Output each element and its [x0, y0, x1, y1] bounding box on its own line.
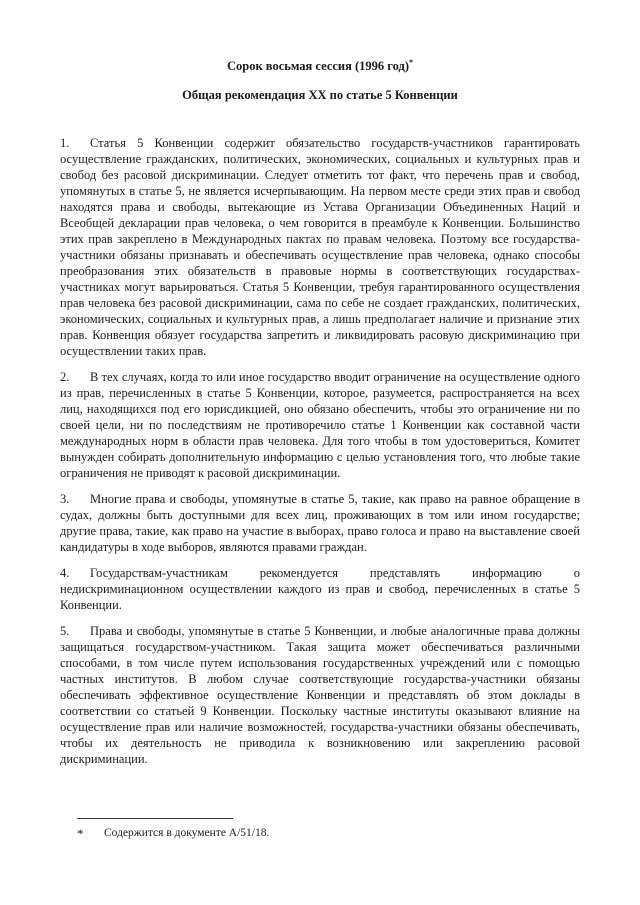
- paragraph-1: [60, 135, 580, 359]
- paragraph-4: [60, 565, 580, 613]
- footnote-mark: *: [77, 826, 84, 841]
- document-title: Общая рекомендация XX по статье 5 Конвенции: [182, 88, 458, 102]
- session-title: [60, 58, 580, 74]
- paragraph-number: 2.: [60, 370, 70, 384]
- paragraph-number: 1.: [60, 136, 70, 150]
- footnote-separator: [77, 818, 233, 819]
- paragraph-2: [60, 369, 580, 481]
- document-body: [60, 135, 580, 767]
- paragraph-text: Государствам-участникам рекомендуется представлять информацию о недискриминационном осуществлении каждого из прав и свобод, перечисленных в статье 5 Конвенции.: [60, 566, 580, 612]
- paragraph-3: [60, 491, 580, 555]
- paragraph-text: Многие права и свободы, упомянутые в статье 5, такие, как право на равное обращение в судах, должны быть доступными для всех лиц, проживающих в том или ином государстве; другие права, такие, как право на участие в выборах, право голоса и право на выставление своей кандидатуры в ходе выборов, являются правами граждан.: [60, 492, 580, 554]
- footnote: [77, 826, 547, 841]
- paragraph-text: В тех случаях, когда то или иное государство вводит ограничение на осуществление одного из прав, перечисленных в статье 5 Конвенции, которое, разумеется, распространяется на всех лиц, находящихся под его юрисдикцией, оно обязано обеспечить, чтобы это ограничение ни по своей цели, ни по последствиям не противоречило статье 1 Конвенции как составной части международных норм в области прав человека. Для того чтобы в том удостовериться, Комитет вынужден собирать дополнительную информацию с целью установления того, что любые такие ограничения не приводят к расовой дискриминации.: [60, 370, 580, 480]
- paragraph-number: 4.: [60, 566, 70, 580]
- footnote-text: Содержится в документе A/51/18.: [104, 827, 270, 839]
- paragraph-5: [60, 623, 580, 767]
- paragraph-number: 5.: [60, 624, 70, 638]
- paragraph-number: 3.: [60, 492, 70, 506]
- footnote-reference-mark: *: [409, 57, 414, 67]
- session-title-text: Сорок восьмая сессия (1996 год): [226, 59, 410, 73]
- footnote-block: [77, 818, 547, 841]
- paragraph-text: Статья 5 Конвенции содержит обязательство государств-участников гарантировать осуществление гражданских, политических, экономических, социальных и культурных прав и свобод без расовой дискриминации. Следует отметить тот факт, что перечень прав и свобод, упомянутых в статье 5, не является исчерпывающим. На первом месте среди этих прав и свобод находятся права и свободы, вытекающие из Устава Организации Объединенных Наций и Всеобщей декларации прав человека, о чем говорится в преамбуле к Конвенции. Большинство этих прав закреплено в Международных пактах по правам человека. Поэтому все государства-участники обязаны признавать и обеспечивать осуществление прав человека, однако способы преобразования этих обязательств в правовые нормы в соответствующих государствах-участниках могут варьироваться. Статья 5 Конвенции, требуя гарантированного осуществления прав человека без расовой дискриминации, сама по себе не создает гражданских, политических, экономических, социальных и культурных прав, а лишь предполагает наличие и признание этих прав. Конвенция обязует государства запретить и ликвидировать расовую дискриминацию при осуществлении таких прав.: [60, 136, 580, 358]
- title-block: [60, 58, 580, 103]
- paragraph-text: Права и свободы, упомянутые в статье 5 Конвенции, и любые аналогичные права должны защищаться государством-участником. Такая защита может обеспечиваться различными способами, в том числе путем использования государственных учреждений или с помощью частных институтов. В любом случае соответствующие государства-участники обязаны обеспечивать эффективное осуществление Конвенции и представлять об этом доклады в соответствии со статьей 9 Конвенции. Поскольку частные институты оказывают влияние на осуществление прав или наличие возможностей, государства-участники обязаны обеспечивать, чтобы их деятельность не приводила к возникновению или закреплению расовой дискриминации.: [60, 624, 580, 766]
